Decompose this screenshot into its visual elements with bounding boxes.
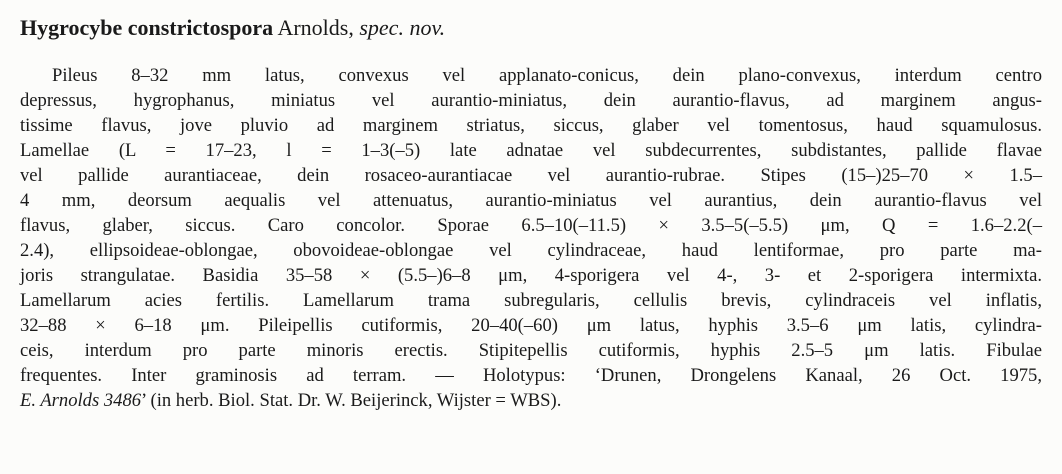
description-line: Lamellarum acies fertilis. Lamellarum trama subregularis, cellulis brevis, cylindraceis vel inflatis, xyxy=(20,290,1042,311)
description-last-line xyxy=(20,389,1042,413)
description-line: 4 mm, deorsum aequalis vel attenuatus, aurantio-miniatus vel aurantius, dein aurantio-flavus vel xyxy=(20,190,1042,211)
holotype-herbarium: ’ (in herb. Biol. Stat. Dr. W. Beijerinck, Wijster = WBS). xyxy=(141,390,562,411)
description-line: vel pallide aurantiaceae, dein rosaceo-aurantiacae vel aurantio-rubrae. Stipes (15–)25–70 × 1.5– xyxy=(20,165,1042,186)
description-line: depressus, hygrophanus, miniatus vel aurantio-miniatus, dein aurantio-flavus, ad marginem angus- xyxy=(20,90,1042,111)
description-line: 32–88 × 6–18 μm. Pileipellis cutiformis, 20–40(–60) μm latus, hyphis 3.5–6 μm latis, cylindra- xyxy=(20,315,1042,336)
description-line: joris strangulatae. Basidia 35–58 × (5.5–)6–8 μm, 4-sporigera vel 4-, 3- et 2-sporigera intermixta. xyxy=(20,265,1042,286)
description-line: Lamellae (L = 17–23, l = 1–3(–5) late adnatae vel subdecurrentes, subdistantes, pallide flavae xyxy=(20,140,1042,161)
species-author: Arnolds, xyxy=(273,15,360,40)
species-heading xyxy=(20,14,445,42)
description-line: 2.4), ellipsoideae-oblongae, obovoideae-oblongae vel cylindraceae, haud lentiformae, pro parte ma- xyxy=(20,240,1042,261)
description-line: ceis, interdum pro parte minoris erectis. Stipitepellis cutiformis, hyphis 2.5–5 μm latis. Fibulae xyxy=(20,340,1042,361)
holotype-collector: E. Arnolds 3486 xyxy=(20,390,142,411)
species-status: spec. nov. xyxy=(359,15,446,40)
description-line: flavus, glaber, siccus. Caro concolor. Sporae 6.5–10(–11.5) × 3.5–5(–5.5) μm, Q = 1.6–2.2(– xyxy=(20,215,1042,236)
species-name: Hygrocybe constrictospora xyxy=(20,15,274,40)
description-line: tissime flavus, jove pluvio ad marginem striatus, siccus, glaber vel tomentosus, haud squamulosus. xyxy=(20,115,1042,136)
description-line: frequentes. Inter graminosis ad terram. — Holotypus: ‘Drunen, Drongelens Kanaal, 26 Oct. 1975, xyxy=(20,365,1042,386)
description-line: Pileus 8–32 mm latus, convexus vel applanato-conicus, dein plano-convexus, interdum centro xyxy=(52,65,1042,86)
